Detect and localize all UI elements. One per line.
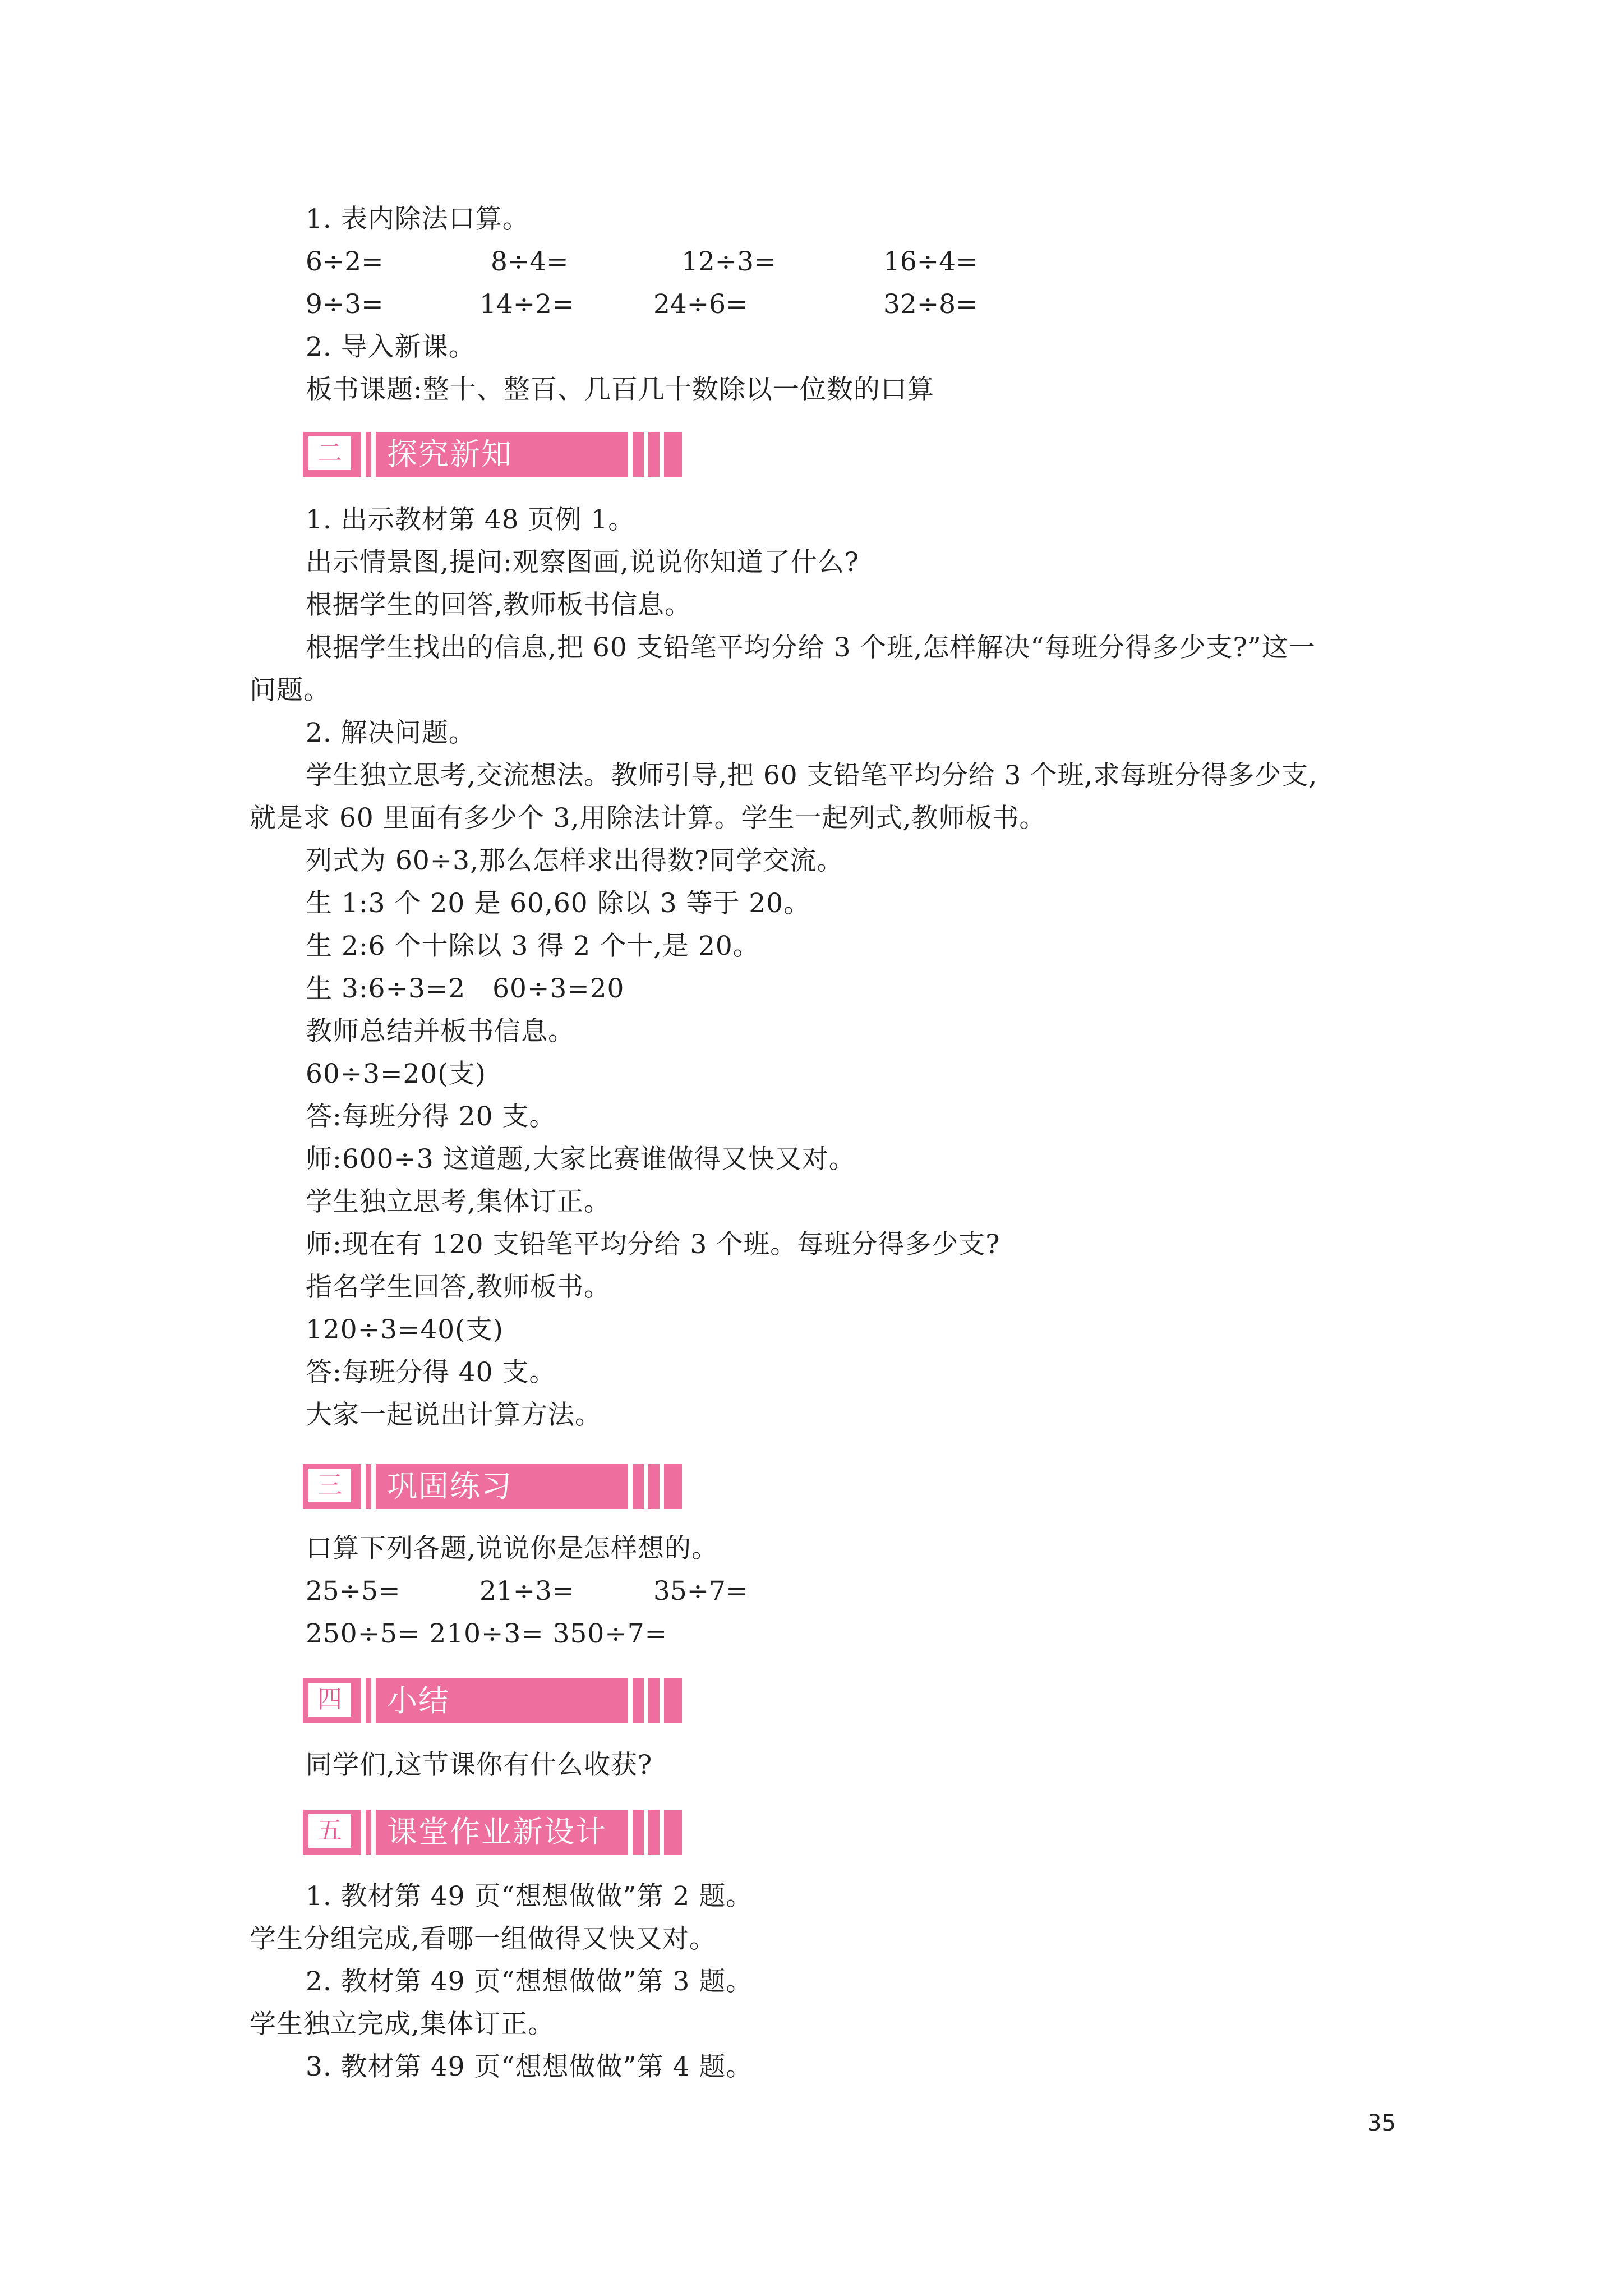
paragraph-line: 2. 解决问题。	[306, 717, 476, 748]
section-title: 巩固练习	[387, 1469, 513, 1504]
paragraph-line: 2. 教材第 49 页“想想做做”第 3 题。	[306, 1966, 753, 1997]
paragraph-line: 1. 出示教材第 48 页例 1。	[306, 504, 635, 535]
math-problem: 24÷6=	[653, 289, 748, 320]
paragraph-line: 1. 教材第 49 页“想想做做”第 2 题。	[306, 1881, 753, 1912]
section-number: 三	[308, 1469, 351, 1502]
math-problem: 6÷2=	[306, 246, 384, 277]
page-number: 35	[1367, 2110, 1396, 2136]
paragraph-line: 3. 教材第 49 页“想想做做”第 4 题。	[306, 2051, 753, 2082]
paragraph-line: 根据学生的回答,教师板书信息。	[306, 590, 691, 620]
section-banner-summary	[303, 1678, 682, 1723]
section-title: 探究新知	[387, 436, 513, 472]
paragraph-line: 生 1:3 个 20 是 60,60 除以 3 等于 20。	[306, 888, 811, 919]
section-number: 四	[308, 1683, 351, 1717]
paragraph-line: 列式为 60÷3,那么怎样求出得数?同学交流。	[306, 845, 844, 876]
math-problem: 21÷3=	[479, 1576, 574, 1607]
math-problem: 8÷4=	[491, 246, 569, 277]
math-problem: 35÷7=	[653, 1576, 748, 1607]
paragraph-line: 学生分组完成,看哪一组做得又快又对。	[250, 1924, 716, 1954]
paragraph-line: 问题。	[250, 675, 330, 706]
math-problem-row: 250÷5= 210÷3= 350÷7=	[306, 1618, 667, 1649]
paragraph-line: 生 2:6 个十除以 3 得 2 个十,是 20。	[306, 931, 760, 961]
board-title: 板书课题:整十、整百、几百几十数除以一位数的口算	[306, 374, 934, 405]
section-number: 五	[308, 1814, 351, 1848]
section-banner-explore	[303, 432, 682, 477]
math-problem: 9÷3=	[306, 289, 384, 320]
section-banner-practice	[303, 1464, 682, 1509]
paragraph-line: 生 3:6÷3=2 60÷3=20	[306, 973, 625, 1004]
paragraph-line: 同学们,这节课你有什么收获?	[306, 1750, 653, 1780]
paragraph-line: 答:每班分得 20 支。	[306, 1101, 556, 1132]
math-problem: 16÷4=	[883, 246, 978, 277]
paragraph-line: 学生独立思考,集体订正。	[306, 1186, 611, 1217]
paragraph-line: 大家一起说出计算方法。	[306, 1400, 602, 1430]
section-banner-homework	[303, 1810, 682, 1855]
paragraph-line: 指名学生回答,教师板书。	[306, 1272, 611, 1303]
paragraph-line: 口算下列各题,说说你是怎样想的。	[306, 1533, 718, 1564]
section-title: 小结	[387, 1683, 450, 1718]
paragraph-line: 60÷3=20(支)	[306, 1059, 486, 1089]
math-problem: 32÷8=	[883, 289, 978, 320]
paragraph-line: 学生独立思考,交流想法。教师引导,把 60 支铅笔平均分给 3 个班,求每班分得多少支,	[306, 760, 1318, 791]
paragraph-line: 根据学生找出的信息,把 60 支铅笔平均分给 3 个班,怎样解决“每班分得多少支?”这一	[306, 632, 1316, 663]
paragraph-line: 师:600÷3 这道题,大家比赛谁做得又快又对。	[306, 1144, 856, 1175]
paragraph-line: 出示情景图,提问:观察图画,说说你知道了什么?	[306, 547, 859, 578]
math-problem: 25÷5=	[306, 1576, 400, 1607]
paragraph-line: 学生独立完成,集体订正。	[250, 2009, 555, 2040]
paragraph-line: 答:每班分得 40 支。	[306, 1357, 556, 1388]
math-problem: 12÷3=	[681, 246, 776, 277]
paragraph-line: 就是求 60 里面有多少个 3,用除法计算。学生一起列式,教师板书。	[250, 803, 1046, 834]
intro-item-1: 1. 表内除法口算。	[306, 204, 529, 234]
paragraph-line: 师:现在有 120 支铅笔平均分给 3 个班。每班分得多少支?	[306, 1229, 1000, 1260]
intro-item-2: 2. 导入新课。	[306, 332, 476, 362]
paragraph-line: 120÷3=40(支)	[306, 1314, 504, 1345]
section-title: 课堂作业新设计	[387, 1814, 607, 1849]
paragraph-line: 教师总结并板书信息。	[306, 1016, 575, 1047]
section-number: 二	[308, 436, 351, 470]
math-problem: 14÷2=	[479, 289, 574, 320]
